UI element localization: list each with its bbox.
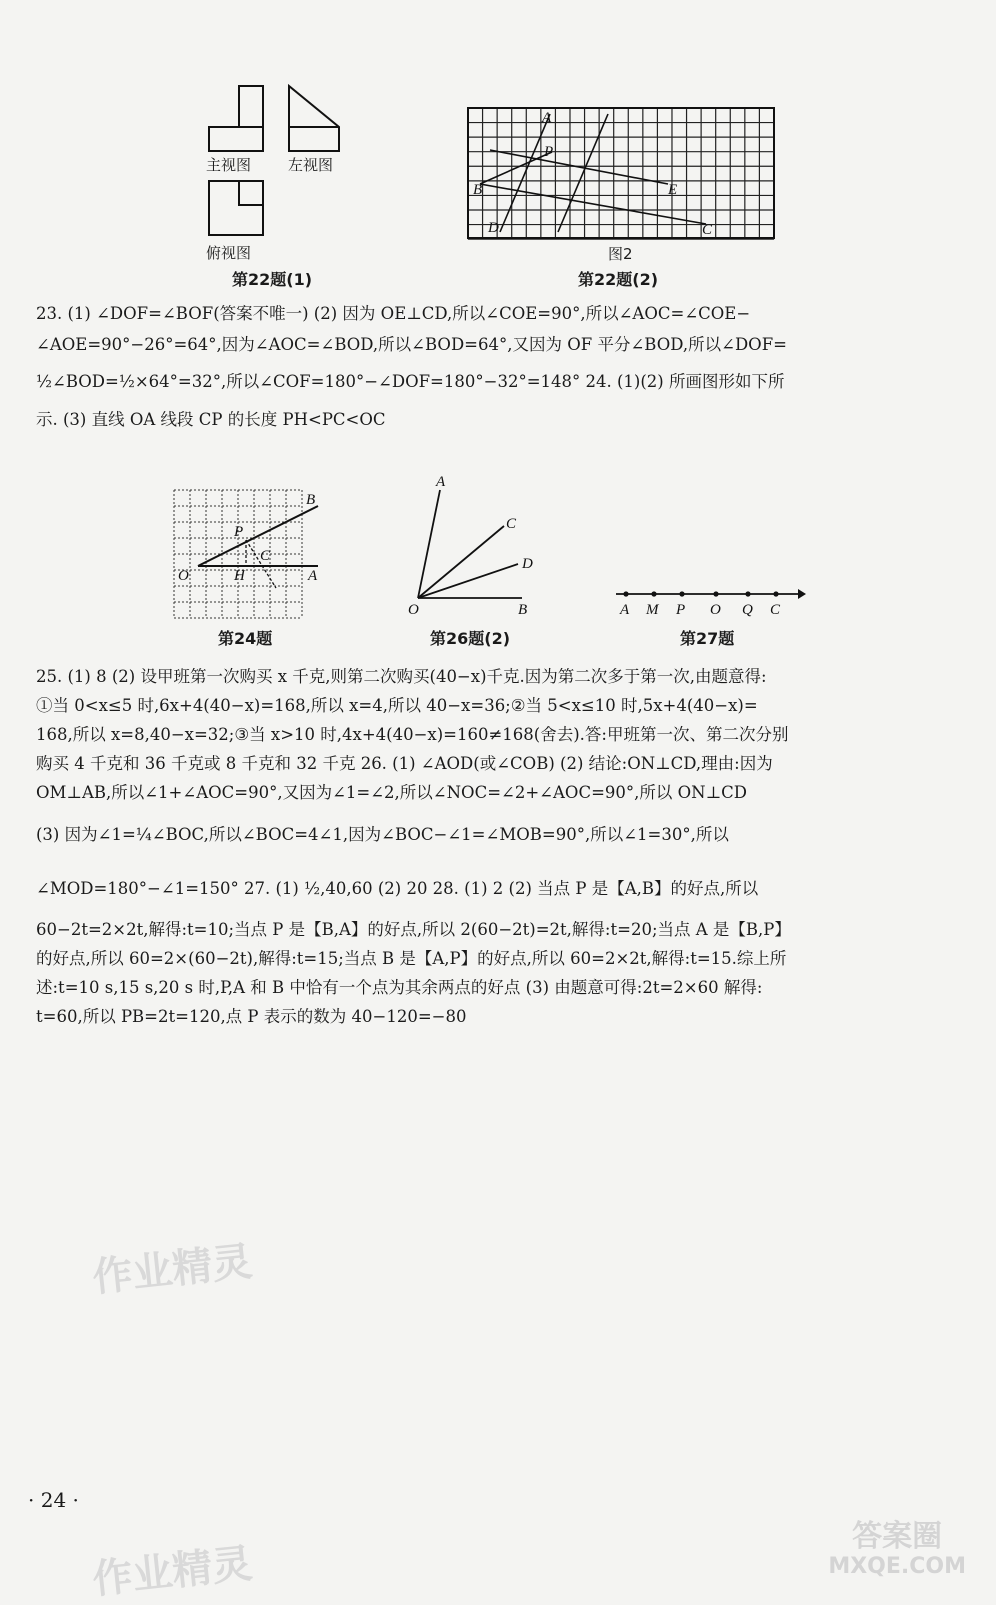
answer-line: ½∠BOD=½×64°=32°,所以∠COF=180°−∠DOF=180°−32°=148° 24. (1)(2) 所画图形如下所 — [36, 372, 785, 391]
answer-line: 25. (1) 8 (2) 设甲班第一次购买 x 千克,则第二次购买(40−x)千克.因为第二次多于第一次,由题意得: — [36, 667, 767, 686]
point-label: E — [668, 182, 678, 198]
answer-line: OM⊥AB,所以∠1+∠AOC=90°,又因为∠1=∠2,所以∠NOC=∠2+∠AOC=90°,所以 ON⊥CD — [36, 783, 747, 802]
fig24-grid — [168, 484, 346, 626]
point-label: C — [260, 548, 271, 564]
fig26-caption: 第26题(2) — [430, 629, 511, 648]
line-parallel — [558, 114, 608, 232]
line-ob — [198, 506, 318, 566]
point-label: P — [234, 524, 244, 540]
answer-line: 60−2t=2×2t,解得:t=10;当点 P 是【B,A】的好点,所以 2(60−2t)=2t,解得:t=20;当点 A 是【B,P】 — [36, 920, 791, 939]
answer-line: ∠AOE=90°−26°=64°,因为∠AOC=∠BOD,所以∠BOD=64°,又因为 OF 平分∠BOD,所以∠DOF= — [36, 335, 787, 354]
answer-line: 购买 4 千克和 36 千克或 8 千克和 32 千克 26. (1) ∠AOD(或∠COB) (2) 结论:ON⊥CD,理由:因为 — [36, 754, 773, 773]
point-label: C — [506, 516, 517, 532]
point-label: B — [518, 602, 528, 618]
fig27-number-line — [612, 582, 808, 622]
point-label: O — [710, 602, 721, 618]
watermark-text: 作业精灵 — [90, 1238, 255, 1302]
watermark-logo-en: MXQE.COM — [828, 1554, 966, 1579]
answer-line: 的好点,所以 60=2×(60−2t),解得:t=15;当点 B 是【A,P】的好点,所以 60=2×2t,解得:t=15.综上所 — [36, 949, 787, 968]
top-view-label: 俯视图 — [206, 244, 252, 262]
left-view-label: 左视图 — [288, 156, 334, 174]
answer-23-24 — [36, 298, 962, 435]
point-label: P — [676, 602, 686, 618]
fig22-2-caption: 第22题(2) — [578, 270, 659, 289]
answer-line: 示. (3) 直线 OA 线段 CP 的长度 PH<PC<OC — [36, 410, 386, 429]
fig24-caption: 第24题 — [218, 629, 273, 648]
point-label: P — [544, 144, 554, 160]
answer-line: 168,所以 x=8,40−x=32;③当 x>10 时,4x+4(40−x)=160≠168(舍去).答:甲班第一次、第二次分别 — [36, 725, 789, 744]
answer-line: ①当 0<x≤5 时,6x+4(40−x)=168,所以 x=4,所以 40−x=36;②当 5<x≤10 时,5x+4(40−x)= — [36, 696, 758, 715]
answer-line: (3) 因为∠1=¼∠BOC,所以∠BOC=4∠1,因为∠BOC−∠1=∠MOB=90°,所以∠1=30°,所以 — [36, 825, 729, 844]
point-label: O — [408, 602, 419, 618]
watermark-logo-cn: 答案圈 — [852, 1519, 943, 1554]
watermark-text: 作业精灵 — [90, 1540, 255, 1604]
fig27-caption: 第27题 — [680, 629, 735, 648]
point-label: A — [436, 474, 446, 490]
point-label: A — [308, 568, 318, 584]
fig22-2-grid — [464, 104, 780, 242]
answer-line: ∠MOD=180°−∠1=150° 27. (1) ½,40,60 (2) 20 28. (1) 2 (2) 当点 P 是【A,B】的好点,所以 — [36, 879, 759, 898]
point-label: D — [522, 556, 533, 572]
point-label: D — [488, 220, 499, 236]
point-label: B — [473, 182, 483, 198]
point-label: B — [306, 492, 316, 508]
fig22-1-caption: 第22题(1) — [232, 270, 313, 289]
point-label: H — [234, 568, 245, 584]
answer-line: 23. (1) ∠DOF=∠BOF(答案不唯一) (2) 因为 OE⊥CD,所以∠COE=90°,所以∠AOC=∠COE− — [36, 304, 751, 323]
point-label: C — [770, 602, 781, 618]
answer-25-28 — [36, 662, 962, 1031]
point-label: C — [702, 222, 713, 238]
front-view-label: 主视图 — [206, 156, 252, 174]
point-label: A — [542, 110, 552, 126]
fig22-2-sublabel: 图2 — [608, 245, 633, 263]
fig26-rays — [404, 470, 544, 620]
page-number: · 24 · — [28, 1488, 79, 1512]
point-label: M — [646, 602, 659, 618]
watermark-logo — [828, 1519, 966, 1582]
point-label: O — [178, 568, 189, 584]
line-ad — [500, 114, 550, 232]
point-label: Q — [742, 602, 753, 618]
point-label: A — [620, 602, 630, 618]
answer-line: t=60,所以 PB=2t=120,点 P 表示的数为 40−120=−80 — [36, 1007, 467, 1026]
answer-line: 述:t=10 s,15 s,20 s 时,P,A 和 B 中恰有一个点为其余两点的好点 (3) 由题意可得:2t=2×60 解得: — [36, 978, 763, 997]
fig22-1-left-view — [284, 78, 348, 158]
